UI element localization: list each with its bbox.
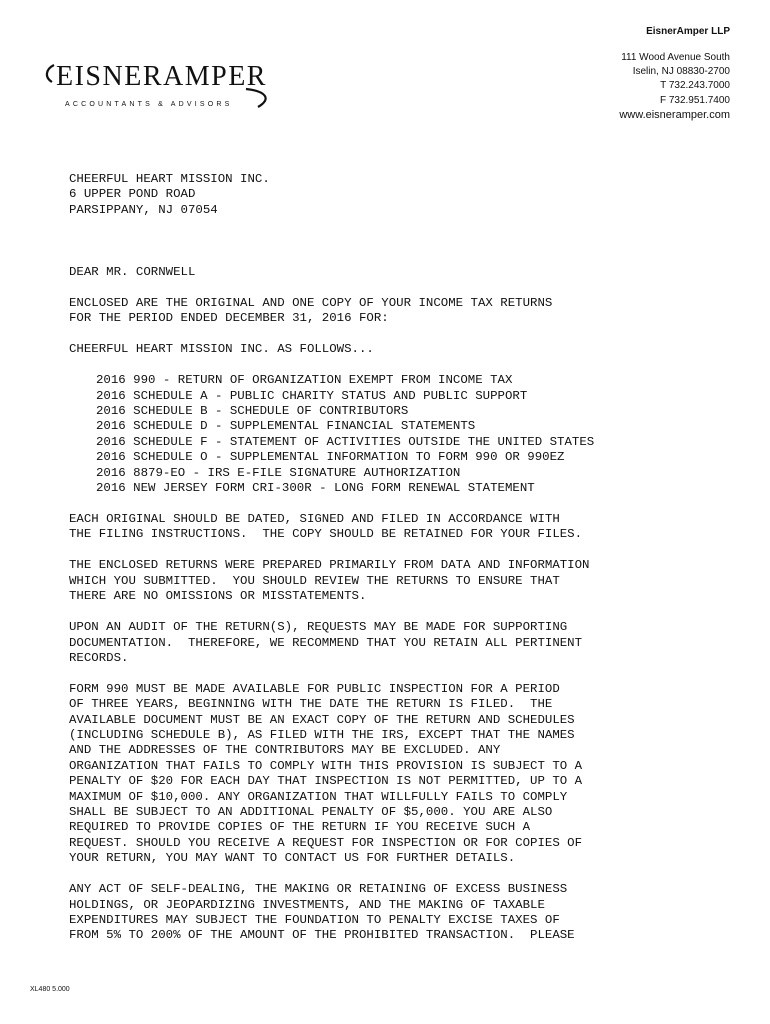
logo-tagline: ACCOUNTANTS & ADVISORS: [65, 101, 233, 108]
recipient-city: PARSIPPANY, NJ 07054: [69, 202, 218, 217]
paragraph-line: UPON AN AUDIT OF THE RETURN(S), REQUESTS MAY BE MADE FOR SUPPORTING: [69, 620, 568, 635]
paragraph-org: CHEERFUL HEART MISSION INC. AS FOLLOWS...: [69, 342, 374, 357]
paragraph-line: AVAILABLE DOCUMENT MUST BE AN EXACT COPY OF THE RETURN AND SCHEDULES: [69, 712, 575, 727]
paragraph-line: ENCLOSED ARE THE ORIGINAL AND ONE COPY OF YOUR INCOME TAX RETURNS: [69, 295, 553, 310]
list-item: 2016 NEW JERSEY FORM CRI-300R - LONG FORM RENEWAL STATEMENT: [96, 481, 535, 496]
letter-body: [69, 172, 709, 944]
paragraph-line: THE ENCLOSED RETURNS WERE PREPARED PRIMARILY FROM DATA AND INFORMATION: [69, 558, 590, 573]
firm-website: www.eisneramper.com: [619, 108, 730, 121]
footer-form-code: XL480 5.000: [30, 986, 70, 993]
paragraph-enclosed: [69, 296, 709, 327]
list-item: 2016 SCHEDULE O - SUPPLEMENTAL INFORMATION TO FORM 990 OR 990EZ: [96, 450, 565, 465]
paragraph-line: FORM 990 MUST BE MADE AVAILABLE FOR PUBLIC INSPECTION FOR A PERIOD: [69, 681, 560, 696]
list-item: 2016 SCHEDULE B - SCHEDULE OF CONTRIBUTORS: [96, 404, 409, 419]
firm-phone: T 732.243.7000: [660, 80, 730, 92]
recipient-street: 6 UPPER POND ROAD: [69, 187, 196, 202]
paragraph-line: YOUR RETURN, YOU MAY WANT TO CONTACT US FOR FURTHER DETAILS.: [69, 851, 516, 866]
firm-address-line1: 111 Wood Avenue South: [621, 52, 730, 63]
firm-address-line2: Iselin, NJ 08830-2700: [632, 66, 730, 78]
firm-fax: F 732.951.7400: [659, 94, 730, 106]
paragraph-line: (INCLUDING SCHEDULE B), AS FILED WITH THE IRS, EXCEPT THAT THE NAMES: [69, 728, 575, 743]
paragraph-line: THERE ARE NO OMISSIONS OR MISSTATEMENTS.: [69, 589, 367, 604]
salutation: DEAR MR. CORNWELL: [69, 264, 196, 279]
forms-list: [69, 373, 709, 496]
paragraph-line: EXPENDITURES MAY SUBJECT THE FOUNDATION TO PENALTY EXCISE TAXES OF: [69, 912, 560, 927]
paragraph-line: AND THE ADDRESSES OF THE CONTRIBUTORS MAY BE EXCLUDED. ANY: [69, 743, 501, 758]
paragraph-audit: [69, 620, 709, 666]
paragraph-line: ORGANIZATION THAT FAILS TO COMPLY WITH THIS PROVISION IS SUBJECT TO A: [69, 758, 583, 773]
paragraph-line: DOCUMENTATION. THEREFORE, WE RECOMMEND THAT YOU RETAIN ALL PERTINENT: [69, 635, 583, 650]
firm-contact-block: [619, 26, 730, 123]
list-item: 2016 SCHEDULE D - SUPPLEMENTAL FINANCIAL STATEMENTS: [96, 419, 476, 434]
paragraph-line: SHALL BE SUBJECT TO AN ADDITIONAL PENALTY OF $5,000. YOU ARE ALSO: [69, 805, 553, 820]
paragraph-inspection: [69, 682, 709, 867]
paragraph-self-dealing: [69, 882, 709, 944]
paragraph-line: EACH ORIGINAL SHOULD BE DATED, SIGNED AND FILED IN ACCORDANCE WITH: [69, 512, 560, 527]
paragraph-line: WHICH YOU SUBMITTED. YOU SHOULD REVIEW THE RETURNS TO ENSURE THAT: [69, 573, 560, 588]
list-item: 2016 8879-EO - IRS E-FILE SIGNATURE AUTHORIZATION: [96, 465, 461, 480]
recipient-name: CHEERFUL HEART MISSION INC.: [69, 172, 270, 186]
logo-wordmark: EISNERAMPER: [56, 61, 267, 92]
paragraph-line: REQUEST. SHOULD YOU RECEIVE A REQUEST FOR INSPECTION OR FOR COPIES OF: [69, 835, 583, 850]
paragraph-line: FOR THE PERIOD ENDED DECEMBER 31, 2016 FOR:: [69, 311, 389, 326]
paragraph-line: FROM 5% TO 200% OF THE AMOUNT OF THE PROHIBITED TRANSACTION. PLEASE: [69, 928, 575, 943]
paragraph-line: MAXIMUM OF $10,000. ANY ORGANIZATION THAT WILLFULLY FAILS TO COMPLY: [69, 789, 568, 804]
paragraph-signing: [69, 512, 709, 543]
list-item: 2016 990 - RETURN OF ORGANIZATION EXEMPT FROM INCOME TAX: [96, 373, 513, 388]
paragraph-prepared: [69, 558, 709, 604]
list-item: 2016 SCHEDULE F - STATEMENT OF ACTIVITIES OUTSIDE THE UNITED STATES: [96, 434, 595, 449]
eisneramper-logo: [40, 55, 280, 115]
paragraph-line: THE FILING INSTRUCTIONS. THE COPY SHOULD BE RETAINED FOR YOUR FILES.: [69, 527, 583, 542]
paragraph-line: RECORDS.: [69, 650, 129, 665]
paragraph-line: OF THREE YEARS, BEGINNING WITH THE DATE THE RETURN IS FILED. THE: [69, 697, 553, 712]
paragraph-line: ANY ACT OF SELF-DEALING, THE MAKING OR RETAINING OF EXCESS BUSINESS: [69, 882, 568, 897]
paragraph-line: REQUIRED TO PROVIDE COPIES OF THE RETURN IF YOU RECEIVE SUCH A: [69, 820, 531, 835]
firm-name: EisnerAmper LLP: [646, 26, 730, 37]
list-item: 2016 SCHEDULE A - PUBLIC CHARITY STATUS AND PUBLIC SUPPORT: [96, 388, 528, 403]
paragraph-line: PENALTY OF $20 FOR EACH DAY THAT INSPECTION IS NOT PERMITTED, UP TO A: [69, 774, 583, 789]
paragraph-line: HOLDINGS, OR JEOPARDIZING INVESTMENTS, AND THE MAKING OF TAXABLE: [69, 897, 545, 912]
